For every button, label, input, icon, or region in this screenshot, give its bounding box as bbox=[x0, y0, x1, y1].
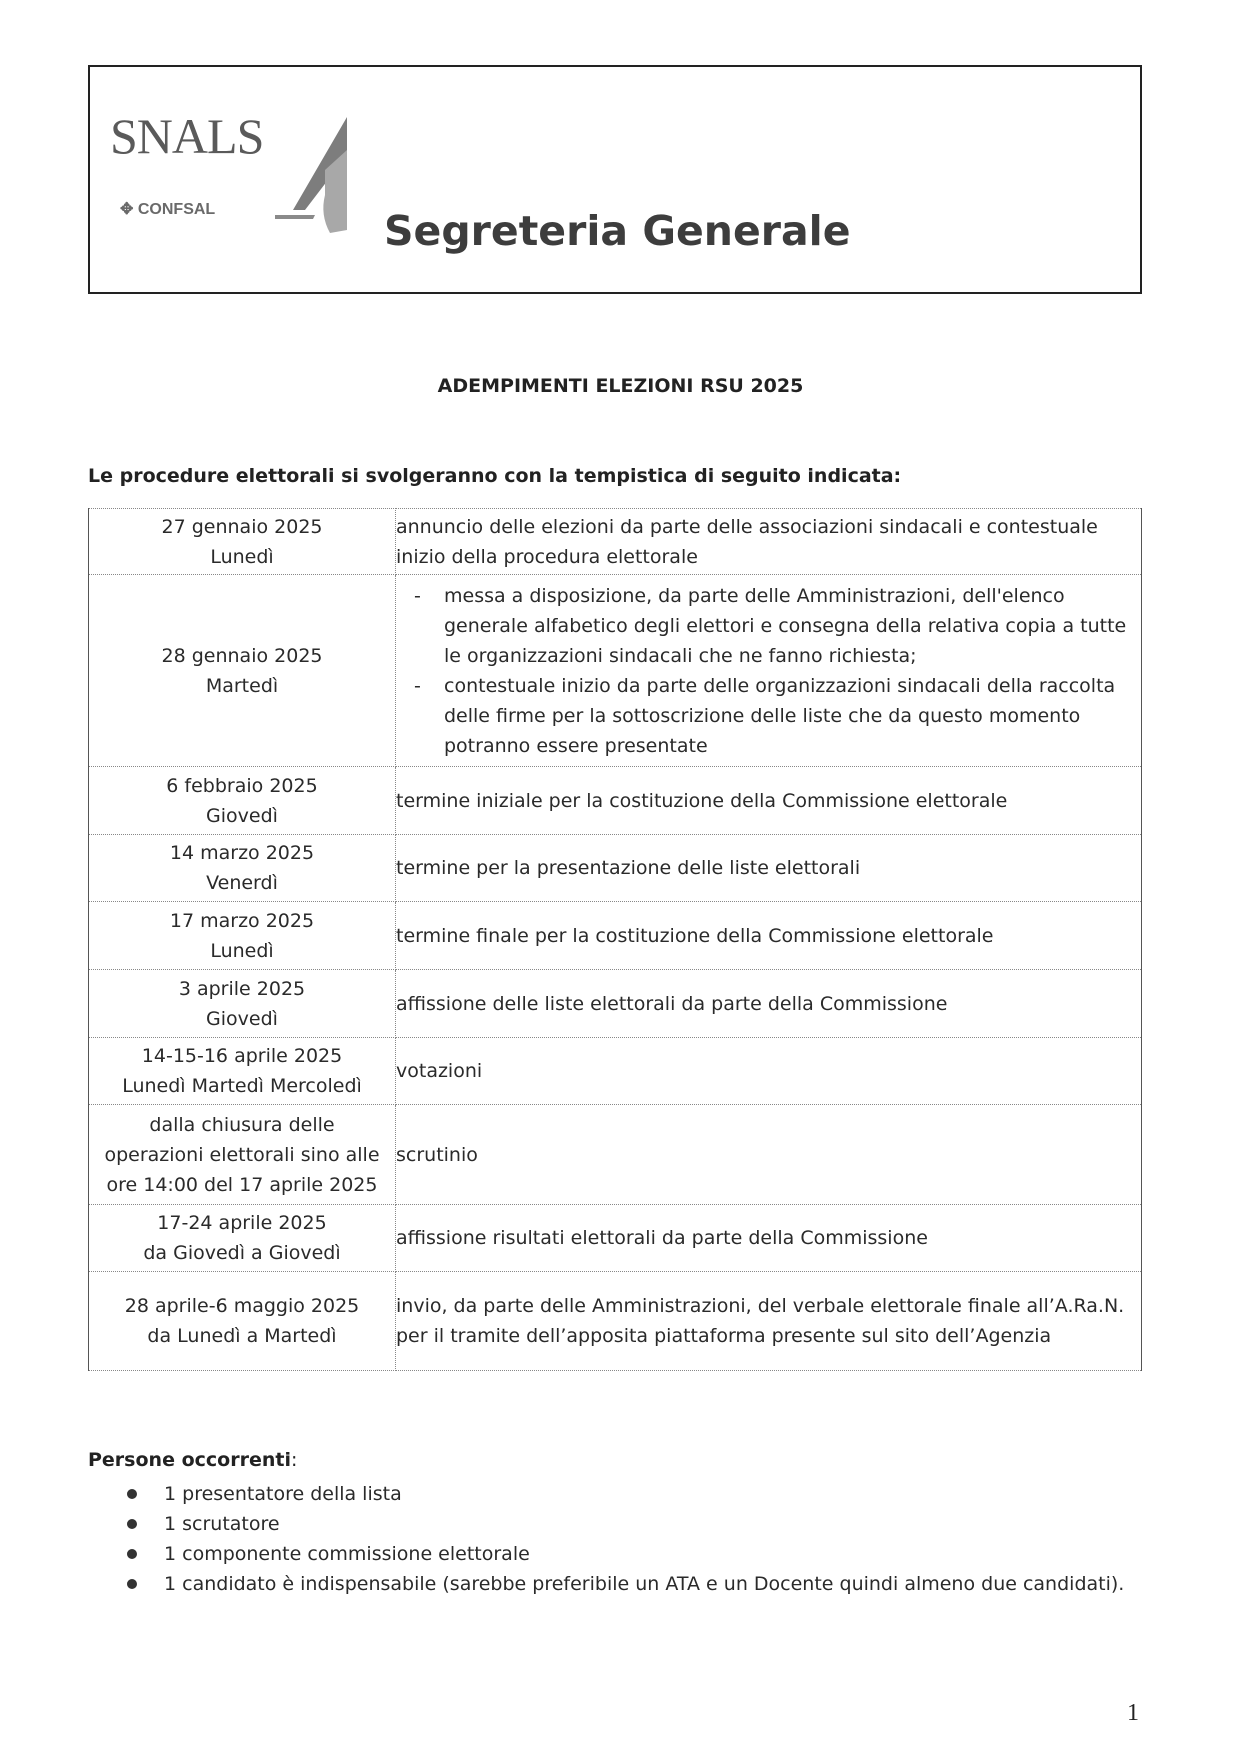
date-cell: 17 marzo 2025 Lunedì bbox=[89, 902, 396, 970]
schedule-table bbox=[88, 508, 1142, 1371]
description-cell: annuncio delle elezioni da parte delle associazioni sindacali e contestuale inizio della procedura elettorale bbox=[396, 509, 1142, 575]
bullet-icon bbox=[127, 1489, 137, 1499]
date-cell: 14-15-16 aprile 2025 Lunedì Martedì Mercoledì bbox=[89, 1038, 396, 1105]
date-cell: 28 aprile-6 maggio 2025 da Lunedì a Martedì bbox=[89, 1272, 396, 1371]
table-row bbox=[89, 1272, 1142, 1371]
logo-confsal-text: ✥ CONFSAL bbox=[120, 201, 216, 218]
list-item: - contestuale inizio da parte delle organizzazioni sindacali della raccolta delle firme per la sottoscrizione delle liste che da questo momento potranno essere presentate bbox=[414, 674, 1116, 757]
list-item: 1 presentatore della lista bbox=[124, 1479, 1142, 1509]
table-row bbox=[89, 509, 1142, 575]
header-box bbox=[88, 65, 1142, 294]
table-row bbox=[89, 1038, 1142, 1105]
description-cell: affissione risultati elettorali da parte della Commissione bbox=[396, 1205, 1142, 1272]
page-number: 1 bbox=[1127, 1700, 1139, 1726]
date-cell: 6 febbraio 2025 Giovedì bbox=[89, 767, 396, 835]
table-row bbox=[89, 575, 1142, 767]
description-cell: termine per la presentazione delle liste elettorali bbox=[396, 835, 1142, 902]
list-item: 1 candidato è indispensabile (sarebbe preferibile un ATA e un Docente quindi almeno due candidati). bbox=[124, 1569, 1142, 1599]
persone-heading: Persone occorrenti: bbox=[88, 1449, 298, 1471]
header-title: Segreteria Generale bbox=[384, 207, 851, 255]
table-row bbox=[89, 1205, 1142, 1272]
table-row bbox=[89, 767, 1142, 835]
date-cell: 14 marzo 2025 Venerdì bbox=[89, 835, 396, 902]
intro-text: Le procedure elettorali si svolgeranno con la tempistica di seguito indicata: bbox=[88, 465, 902, 487]
description-cell: affissione delle liste elettorali da parte della Commissione bbox=[396, 970, 1142, 1038]
table-row bbox=[89, 1105, 1142, 1205]
logo-mark-icon bbox=[275, 115, 350, 235]
date-cell: 17-24 aprile 2025 da Giovedì a Giovedì bbox=[89, 1205, 396, 1272]
date-cell: 27 gennaio 2025 Lunedì bbox=[89, 509, 396, 575]
list-item: 1 scrutatore bbox=[124, 1509, 1142, 1539]
description-cell bbox=[396, 575, 1142, 767]
table-row bbox=[89, 902, 1142, 970]
bullet-icon bbox=[127, 1549, 137, 1559]
table-row bbox=[89, 835, 1142, 902]
bullet-icon bbox=[127, 1579, 137, 1589]
table-row bbox=[89, 970, 1142, 1038]
description-cell: termine iniziale per la costituzione della Commissione elettorale bbox=[396, 767, 1142, 835]
list-item: - messa a disposizione, da parte delle Amministrazioni, dell'elenco generale alfabetico degli elettori e consegna della relativa copia a tutte le organizzazioni sindacali che ne fanno richiesta; bbox=[414, 584, 1127, 667]
persone-list bbox=[124, 1479, 1142, 1599]
description-cell: votazioni bbox=[396, 1038, 1142, 1105]
logo-snals-text: SNALS bbox=[110, 108, 264, 164]
snals-confsal-logo bbox=[110, 107, 350, 237]
bullet-icon bbox=[127, 1519, 137, 1529]
date-cell: 28 gennaio 2025 Martedì bbox=[89, 575, 396, 767]
document-title: ADEMPIMENTI ELEZIONI RSU 2025 bbox=[437, 375, 804, 397]
description-cell: termine finale per la costituzione della Commissione elettorale bbox=[396, 902, 1142, 970]
date-cell: dalla chiusura delle operazioni elettorali sino alle ore 14:00 del 17 aprile 2025 bbox=[89, 1105, 396, 1205]
date-cell: 3 aprile 2025 Giovedì bbox=[89, 970, 396, 1038]
description-cell: invio, da parte delle Amministrazioni, del verbale elettorale finale all’A.Ra.N. per il tramite dell’apposita piattaforma presente sul sito dell’Agenzia bbox=[396, 1272, 1142, 1371]
list-item: 1 componente commissione elettorale bbox=[124, 1539, 1142, 1569]
description-cell: scrutinio bbox=[396, 1105, 1142, 1205]
